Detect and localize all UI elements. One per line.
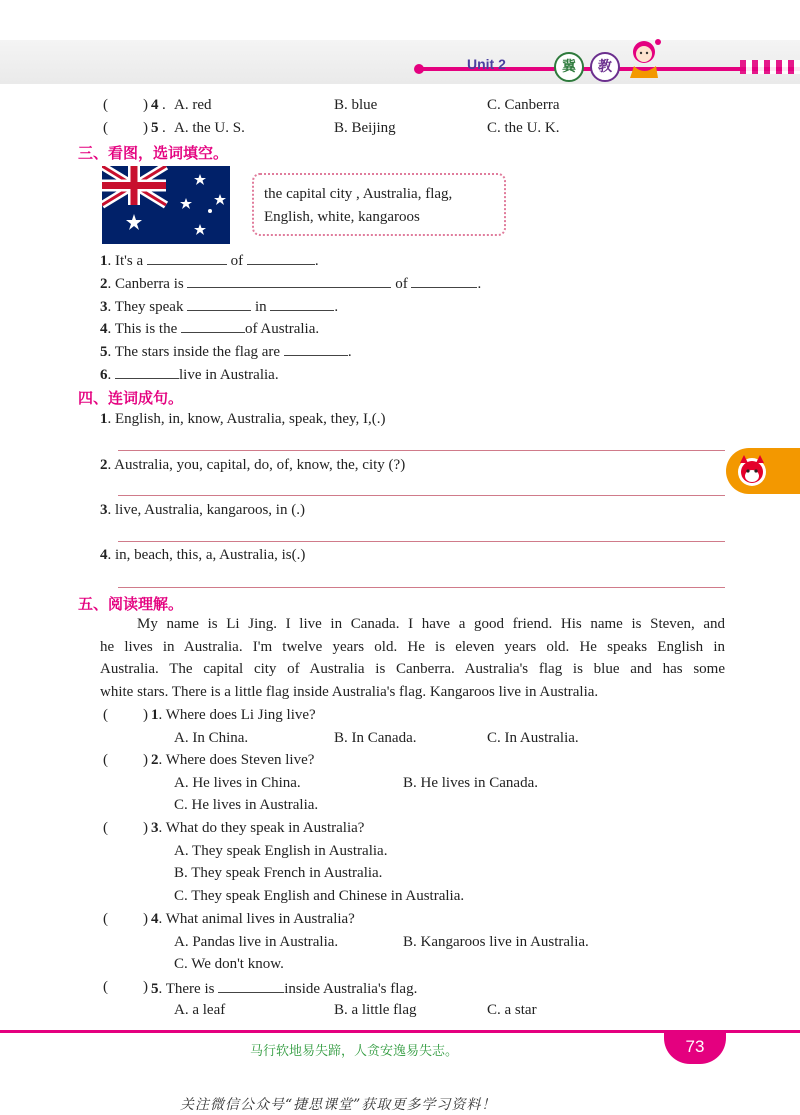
fill-blank[interactable] bbox=[284, 341, 348, 356]
fox-mascot-icon bbox=[734, 453, 770, 489]
option-b: B. Kangaroos live in Australia. bbox=[403, 934, 589, 950]
option-c: C. the U. K. bbox=[487, 120, 560, 136]
fill-item: 6. live in Australia. bbox=[100, 364, 279, 384]
fill-blank[interactable] bbox=[181, 318, 245, 333]
word-box-line: the capital city , Australia, flag, bbox=[264, 186, 453, 202]
header-dot bbox=[414, 64, 424, 74]
page-number-badge bbox=[664, 1030, 726, 1064]
option-b: B. blue bbox=[334, 97, 378, 113]
fill-item: 5. The stars inside the flag are . bbox=[100, 341, 352, 361]
word-box bbox=[252, 173, 506, 236]
fill-blank[interactable] bbox=[247, 250, 315, 265]
fill-item: 4. This is the of Australia. bbox=[100, 318, 319, 338]
fill-blank[interactable] bbox=[218, 978, 284, 993]
option-c: C. He lives in Australia. bbox=[174, 797, 319, 813]
fill-blank[interactable] bbox=[187, 273, 391, 288]
answer-paren-open: ( bbox=[103, 120, 108, 136]
reorder-item: 3. live, Australia, kangaroos, in (.) bbox=[100, 502, 305, 518]
unit-label: Unit 2 bbox=[467, 56, 506, 72]
header-checker bbox=[740, 60, 800, 74]
reorder-item: 2. Australia, you, capital, do, of, know, the, city (?) bbox=[100, 457, 406, 473]
badge-ji: 冀 bbox=[554, 52, 584, 82]
bottom-note: 关注微信公众号“捷思课堂”获取更多学习资料！ bbox=[180, 1097, 497, 1113]
answer-paren-close: ) bbox=[143, 97, 148, 113]
fill-blank[interactable] bbox=[187, 296, 251, 311]
option-a: A. He lives in China. bbox=[174, 775, 301, 791]
side-tab bbox=[726, 448, 800, 494]
badge-jiao: 教 bbox=[590, 52, 620, 82]
header-band bbox=[0, 40, 800, 84]
fill-blank[interactable] bbox=[270, 296, 334, 311]
fill-blank[interactable] bbox=[147, 250, 227, 265]
option-c: C. Canberra bbox=[487, 97, 560, 113]
section-title: 四、连词成句。 bbox=[78, 389, 184, 407]
australia-flag-image bbox=[102, 166, 230, 244]
option-c: C. In Australia. bbox=[487, 730, 579, 746]
section-title: 三、看图，选词填空。 bbox=[78, 144, 229, 162]
fill-blank[interactable] bbox=[411, 273, 477, 288]
answer-line[interactable] bbox=[118, 495, 725, 496]
option-c: C. a star bbox=[487, 1002, 537, 1018]
fill-item: 3. They speak in . bbox=[100, 296, 338, 316]
passage-line: Australia. The capital city of Australia is Canberra. Australia's flag is blue and has some bbox=[100, 661, 725, 677]
option-a: A. In China. bbox=[174, 730, 249, 746]
option-b: B. He lives in Canada. bbox=[403, 775, 538, 791]
answer-line[interactable] bbox=[118, 541, 725, 542]
passage-line: he lives in Australia. I'm twelve years old. He is eleven years old. He speaks English in bbox=[100, 638, 725, 655]
option-a: A. Pandas live in Australia. bbox=[174, 934, 339, 950]
reading-passage bbox=[100, 613, 725, 703]
reorder-item: 4. in, beach, this, a, Australia, is(.) bbox=[100, 547, 306, 563]
option-c: C. We don't know. bbox=[174, 956, 284, 972]
page-number: 73 bbox=[685, 1037, 705, 1056]
passage-line: My name is Li Jing. I live in Canada. I have a good friend. His name is Steven, and bbox=[137, 616, 725, 632]
fill-item: 2. Canberra is of . bbox=[100, 273, 481, 293]
passage-line: white stars. There is a little flag inside Australia's flag. Kangaroos live in Australia. bbox=[100, 683, 599, 700]
answer-paren-close: ) bbox=[143, 120, 148, 136]
option-c: C. They speak English and Chinese in Australia. bbox=[174, 888, 465, 904]
question-number: 4 bbox=[151, 97, 159, 113]
option-a: A. the U. S. bbox=[174, 120, 245, 136]
answer-line[interactable] bbox=[118, 450, 725, 451]
answer-line[interactable] bbox=[118, 587, 725, 588]
option-a: A. red bbox=[174, 97, 212, 113]
option-b: B. Beijing bbox=[334, 120, 396, 136]
answer-paren-open: ( bbox=[103, 97, 108, 113]
option-b: B. In Canada. bbox=[334, 730, 417, 746]
question-number: 5 bbox=[151, 120, 159, 136]
option-b: B. a little flag bbox=[334, 1002, 417, 1018]
header bbox=[0, 40, 800, 90]
footer-motto: 马行软地易失蹄，人贪安逸易失志。 bbox=[250, 1044, 459, 1059]
word-box-line: English, white, kangaroos bbox=[264, 209, 420, 225]
reorder-item: 1. English, in, know, Australia, speak, they, I,(.) bbox=[100, 411, 386, 427]
option-a: A. a leaf bbox=[174, 1002, 226, 1018]
cartoon-girl-icon bbox=[620, 36, 670, 80]
fill-blank[interactable] bbox=[115, 364, 179, 379]
fill-item: 1. It's a of . bbox=[100, 250, 319, 270]
section-title: 五、阅读理解。 bbox=[78, 595, 184, 613]
option-b: B. They speak French in Australia. bbox=[174, 865, 383, 881]
option-a: A. They speak English in Australia. bbox=[174, 843, 388, 859]
